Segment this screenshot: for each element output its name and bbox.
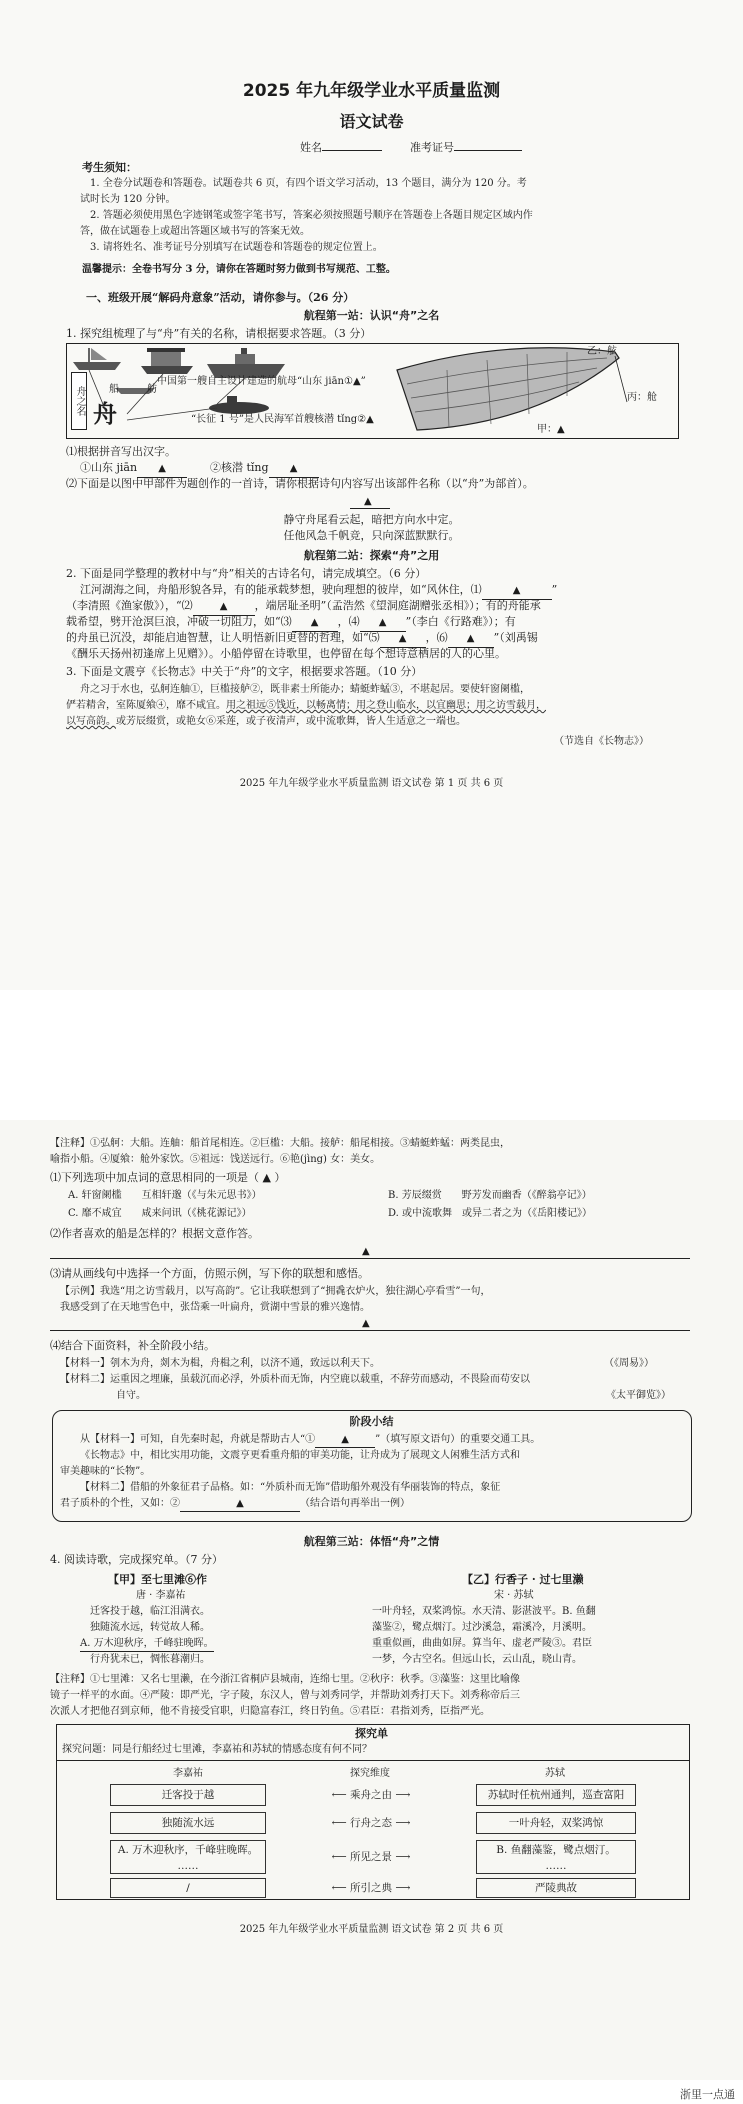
table-cell: 一叶舟轻，双桨鸿惊 [476,1812,636,1834]
q2-line: 《酬乐天扬州初逢席上见赠》）。小船停留在诗歌里，也停留在每个想诗意栖居的人的心里。 [66,647,506,660]
part1-heading: 一、班级开展“解码舟意象”活动，请你参与。（26 分） [86,291,355,304]
poem-a-author: 唐 · 李嘉祐 [136,1590,186,1601]
q3-1-text: ⑴下列选项中加点词的意思相同的一项是（ ▲ ） [50,1171,286,1184]
note-line: 镜子一样平的水面。④严陵：即严光，字子陵，东汉人，曾与刘秀同学，并帮助刘秀打天下。刘秀称帝后三 [50,1690,520,1701]
summary-line: 审美趣味的“长物”。 [60,1466,151,1477]
exam-page-1 [0,0,743,990]
passage-source: （节选自《长物志》） [554,736,649,747]
summary-line: 《长物志》中，相比实用功能，文震亨更看重舟船的审美功能，让舟成为了展现文人闲雅生活方式和 [80,1450,520,1461]
station3-heading: 航程第三站：体悟“舟”之情 [303,1535,440,1548]
sub-caption: “长征 1 号”是人民海军首艘核潜 tǐng②▲ [191,414,374,425]
pavilion-boat-icon [141,348,193,374]
notice-line: 试时长为 120 分钟。 [80,194,176,205]
sailboat-icon [73,348,121,370]
table-cell: 独随流水远 [110,1812,266,1834]
fang-label: 舫 [147,384,157,395]
q3-text: 3. 下面是文震亨《长物志》中关于“舟”的文字，根据要求答题。（10 分） [66,665,423,678]
table-dimension: ⟵ 行舟之态 ⟶ [331,1817,411,1829]
bing-label: 丙：舱 [627,392,657,403]
q1-1-text: ⑴根据拼音写出汉字。 [66,445,176,458]
answer-mark: ▲ [362,1318,370,1329]
col-right-header: 苏轼 [545,1768,565,1779]
poem-a-title: 【甲】至七里滩⑥作 [108,1573,207,1586]
col-mid-header: 探究维度 [350,1768,390,1779]
jia-label: 甲：▲ [537,424,565,435]
notice-line: 1. 全卷分试题卷和答题卷。试题卷共 6 页，有四个语文学习活动，13 个题目，满分为 120 分。考 [90,178,527,189]
watermark: 浙里一点通 [680,2088,735,2101]
summary-line: 君子质朴的个性，又如：② ▲ （结合语句再举出一例） [60,1496,410,1512]
table-cell: B. 鱼翻藻鉴，鹭点烟汀。 …… [476,1840,636,1874]
table-cell: 严陵典故 [476,1878,636,1898]
poem-b-line: 重重似画，曲曲如屏。算当年、虚老严陵③。君臣 [372,1638,592,1649]
big-char: 舟 [93,399,117,428]
q4-text: 4. 阅读诗歌，完成探究单。（7 分） [50,1553,223,1566]
notice-line: 3. 请将姓名、准考证号分别填写在试题卷和答题卷的规定位置上。 [90,242,383,253]
material-2: 【材料二】运重因之埋廉，虽载沉而必浮，外质朴而无饰，内空鹿以载重，不辞劳而感动，不畏险而苟安以 [60,1374,530,1385]
q1-1b: ②核潜 tǐng ▲ [210,460,319,478]
inquiry-title: 探究单 [355,1727,388,1740]
poem-line: 任他风急千帆竞，只向深蓝默默行。 [283,529,460,542]
q1-text: 1. 探究组梳理了与“舟”有关的名称，请根据要求答题。（3 分） [66,327,372,340]
q3-4-text: ⑷结合下面资料，补全阶段小结。 [50,1339,215,1352]
q3-2-text: ⑵作者喜欢的船是怎样的？根据文意作答。 [50,1227,259,1240]
name-label: 姓名 [300,140,382,156]
note-line: 【注释】①弘舸：大船。连舳：船首尾相连。②巨槛：大船。接舻：船尾相接。③蜻蜓蚱蜢：两类昆虫， [50,1138,510,1149]
poem-b-line: 藻鉴②，鹭点烟汀。过沙溪急，霜溪冷，月溪明。 [372,1622,592,1633]
exam-title: 2025 年九年级学业水平质量监测 [242,81,501,101]
material-2-source: 《太平御览》） [606,1390,671,1401]
option-d[interactable]: D. 或中流歌舞 或异二者之为（《岳阳楼记》） [388,1208,593,1219]
table-cell: / [110,1878,266,1898]
notice-heading: 考生须知： [82,161,137,174]
wooden-boat-icon [397,348,627,430]
passage-line: 以写高韵。或芳辰缀赏，或艳女⑥采莲，或子夜清声，或中流歌舞，皆人生适意之一端也。 [66,716,466,727]
notice-line: 答，做在试题卷上或超出答题区域书写的答案无效。 [80,226,310,237]
poem-a-line: 独随流水远，转觉故人稀。 [90,1622,210,1633]
poem-a-line: A. 万木迎秋序，千峰驻晚晖。 [80,1636,214,1652]
answer-mark: ▲ [362,1246,370,1257]
page-footer: 2025 年九年级学业水平质量监测 语文试卷 第 2 页 共 6 页 [239,1924,504,1935]
inquiry-question: 探究问题：同是行船经过七里滩，李嘉祐和苏轼的情感态度有何不同？ [62,1744,372,1755]
poem-b-author: 宋 · 苏轼 [494,1590,534,1601]
writing-tip: 温馨提示：全卷书写分 3 分，请你在答题时努力做到书写规范、工整。 [82,264,396,275]
summary-line: 【材料二】借船的外象征君子品格。如：“外质朴而无饰”借助船外观没有华丽装饰的特点，象征 [80,1482,501,1493]
q2-line: （李清照《渔家傲》），“⑵ ▲ ，端居耻圣明”（孟浩然《望洞庭湖赠张丞相》）；有的舟能承 [66,598,541,616]
poem-line: 静守舟尾看云起，暗把方向水中定。 [283,513,460,526]
table-dimension: ⟵ 乘舟之由 ⟶ [331,1789,411,1801]
material-2b: 自守。 [116,1390,146,1401]
q2-text: 2. 下面是同学整理的教材中与“舟”相关的古诗名句，请完成填空。（6 分） [66,567,427,580]
page-footer: 2025 年九年级学业水平质量监测 语文试卷 第 1 页 共 6 页 [239,778,504,789]
poem-a-line: 迁客投于越，临江泪满衣。 [90,1606,210,1617]
passage-line: 舟之习于水也，弘舸连舳①，巨槛接舻②，既非素士所能办；蜻蜓蚱蜢③，不堪起居。要使轩窗阑槛， [80,684,530,695]
material-1: 【材料一】刳木为舟，剡木为楫，舟楫之利，以济不通，致远以利天下。 [60,1358,380,1369]
passage-line: 俨若精舍，室陈厦飨④，靡不咸宜。用之祖远⑤饯近，以畅离情；用之登山临水，以宜幽思；用之访雪载月， [66,700,546,711]
exam-subtitle: 语文试卷 [339,112,404,131]
table-cell: 迁客投于越 [110,1784,266,1806]
note-line: 【注释】①七里滩：又名七里濑，在今浙江省桐庐县城南，连绵七里。②秋序：秋季。③藻鉴：这里比喻像 [50,1674,520,1685]
answer-mark: ▲ [364,496,372,507]
table-dimension: ⟵ 所见之景 ⟶ [331,1851,411,1863]
q3-3-text: ⑶请从画线句中选择一个方面，仿照示例，写下你的联想和感悟。 [50,1267,369,1280]
q1-1a: ①山东 jiān ▲ [80,460,187,478]
notice-line: 2. 答题必须使用黑色字迹钢笔或签字笔书写，答案必须按照题号顺序在答题卷上各题目规定区域内作 [90,210,533,221]
table-cell: A. 万木迎秋序，千峰驻晚晖。 …… [110,1840,266,1874]
q2-line: 载希望，劈开沧溟巨浪，冲破一切阻力，如“⑶ ▲ ，⑷ ▲ ”（李白《行路难》）；有 [66,614,516,632]
option-c[interactable]: C. 靡不咸宜 咸来问讯（《桃花源记》） [68,1208,252,1219]
exam-page-2 [0,1120,743,2080]
example-line: 【示例】我选“用之访雪载月，以写高韵”。它让我联想到了“拥毳衣炉火，独往湖心亭看雪”一句， [60,1286,491,1297]
page-gap [0,990,743,1120]
poem-b-line: 一叶舟轻，双桨鸿惊。水天清、影湛波平。B. 鱼翻 [372,1606,596,1617]
station2-heading: 航程第二站：探索“舟”之用 [303,549,440,562]
note-line: 次派人才把他召到京师，他不肯接受官职，归隐富春江，终日钓鱼。⑤君臣：君指刘秀，臣指严光。 [50,1706,490,1717]
station1-heading: 航程第一站：认识“舟”之名 [303,309,440,322]
q2-line: 江河湖海之间，舟船形貌各异，有的能承载梦想，驶向理想的彼岸，如“风休住，⑴ ▲ ” [80,582,557,600]
option-b[interactable]: B. 芳辰缀赏 野芳发而幽香（《醉翁亭记》） [388,1190,592,1201]
summary-line: 从【材料一】可知，自先秦时起，舟就是帮助古人“① ▲ ”（填写原文语句）的重要交通工具。 [80,1432,540,1448]
option-a[interactable]: A. 轩窗阑槛 互相轩邈（《与朱元思书》） [68,1190,262,1201]
table-cell: 苏轼时任杭州通判，巡查富阳 [476,1784,636,1806]
ship-caption: 中国第一艘自主设计建造的航母“山东 jiān①▲” [157,376,366,387]
chuan-label: 船 [109,384,119,395]
note-line: 喻指小船。④厦飨：舱外家饮。⑤祖远：饯送远行。⑥艳(jìng) 女：美女。 [50,1154,381,1165]
col-left-header: 李嘉祐 [173,1768,203,1779]
id-label: 准考证号 [410,140,522,156]
material-1-source: （《周易》） [604,1358,654,1369]
poem-b-title: 【乙】行香子 · 过七里濑 [462,1573,584,1586]
summary-title: 阶段小结 [349,1415,394,1428]
poem-b-line: 一梦，今古空名。但远山长，云山乱，晓山青。 [372,1654,582,1665]
poem-a-line: 行舟犹未已，惆怅暮潮归。 [90,1654,210,1665]
yi-label: 乙：舷 [587,346,617,357]
boat-figure [66,343,679,439]
q1-2-text: ⑵下面是以图中甲部件为题创作的一首诗，请你根据诗句内容写出该部件名称（以“舟”为部首）。 [66,477,534,490]
side-label: 舟之名 [71,372,87,430]
example-line: 我感受到了在天地雪色中，张岱乘一叶扁舟，赏湖中雪景的雅兴逸情。 [60,1302,370,1313]
table-dimension: ⟵ 所引之典 ⟶ [331,1882,411,1894]
q2-line: 的舟虽已沉没，却能启迪智慧，让人明悟新旧更替的哲理，如“⑸ ▲ ，⑹ ▲ ”（刘禹锡 [66,630,538,648]
